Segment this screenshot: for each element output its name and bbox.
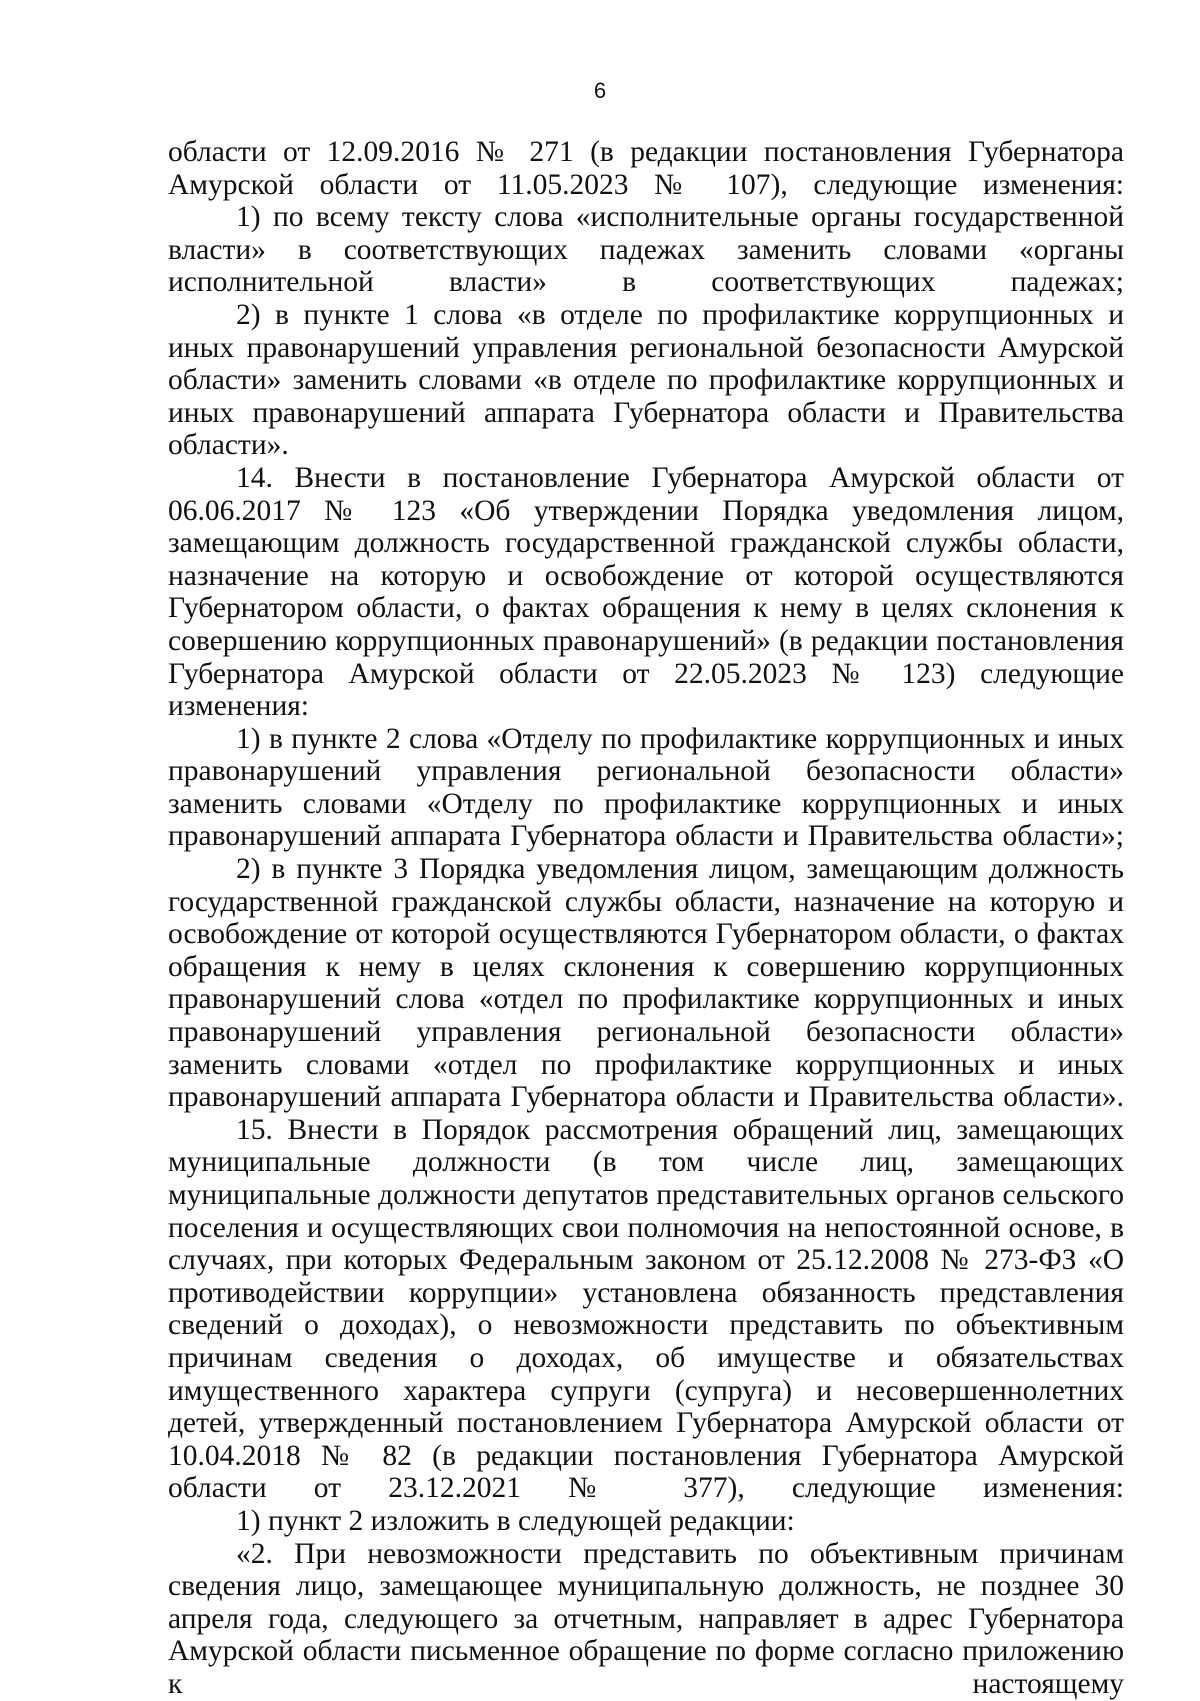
document-body <box>168 136 1124 1701</box>
text-line: заменить словами «в отделе по профилактике коррупционных и иных <box>168 364 1124 429</box>
text-line: Губернатором области, о фактах обращения к нему в целях склонения к <box>168 592 1124 625</box>
text-line: 14. Внести в постановление Губернатора Амурской области от <box>236 461 1124 494</box>
text-line: 15. Внести в Порядок рассмотрения обращений лиц, замещающих <box>236 1113 1124 1146</box>
text-line: совершению коррупционных правонарушений» (в редакции постановления <box>168 624 1124 657</box>
text-line: правонарушений слова «отдел по профилактике коррупционных и иных <box>168 983 1124 1016</box>
text-line: области письменное обращение по форме согласно приложению к настоящему <box>168 1635 1124 1700</box>
text-line: власти» в соответствующих падежах заменить словами «органы <box>168 233 1124 266</box>
text-line: должности депутатов представительных органов сельского поселения и <box>168 1179 1124 1244</box>
text-line: сведения лицо, замещающее муниципальную должность, не позднее 30 апреля <box>168 1570 1124 1635</box>
text-line: «2. При невозможности представить по объективным причинам <box>236 1537 1124 1570</box>
paragraph-section-14-item-2 <box>168 853 1124 1114</box>
text-line: года, следующего за отчетным, направляет в адрес Губернатора Амурской <box>168 1602 1125 1668</box>
text-line: области от 12.09.2016 № 271 (в редакции постановления Губернатора <box>168 136 1124 168</box>
text-line: аппарата Губернатора области и Правительства области»; <box>390 820 1124 853</box>
text-line: исполнительной власти» в соответствующих падежах; <box>168 266 1124 299</box>
text-line: и несовершеннолетних детей, утвержденный постановлением Губернатора <box>168 1374 1125 1440</box>
text-line: обращения к нему в целях склонения к совершению коррупционных <box>168 950 1124 983</box>
text-line: замещающим должность государственной гражданской службы области, <box>168 527 1124 560</box>
text-line: которых Федеральным законом от 25.12.2008 № 273-ФЗ «О противодействии <box>168 1244 1125 1309</box>
text-line: 2) в пункте 3 Порядка уведомления лицом, замещающим должность <box>236 853 1124 886</box>
text-line: 1) по всему тексту слова «исполнительные органы государственной <box>236 201 1124 234</box>
text-line: муниципальные должности (в том числе лиц, замещающих муниципальные <box>168 1146 1124 1211</box>
paragraph-item-2-point-1 <box>168 299 1124 462</box>
text-line: словами «отдел по профилактике коррупционных и иных правонарушений <box>168 1048 1125 1114</box>
text-line: осуществляющих свои полномочия на непостоянной основе, в случаях, при <box>168 1211 1125 1277</box>
text-line: об имуществе и обязательствах имущественного характера супруги (супруга) <box>168 1341 1125 1407</box>
text-line: 1) пункт 2 изложить в следующей редакции: <box>236 1504 795 1537</box>
paragraph-continuation-decree-271 <box>168 136 1124 201</box>
text-line: Амурской области от 11.05.2023 № 107), следующие изменения: <box>168 168 1124 201</box>
text-line: коррупции» установлена обязанность представления сведений о доходах), о <box>168 1276 1124 1342</box>
text-line: Амурской области от 10.04.2018 № 82 (в редакции постановления Губернатора <box>168 1407 1124 1472</box>
text-line: невозможности представить по объективным причинам сведения о доходах, <box>168 1309 1125 1374</box>
text-line: государственной гражданской службы области, назначение на которую и <box>168 885 1124 918</box>
text-line: правонарушений аппарата Губернатора области и Правительства области». <box>168 396 1124 462</box>
text-line: 2) в пункте 1 слова «в отделе по профилактике коррупционных и иных <box>168 298 1124 364</box>
text-line: правонарушений управления региональной безопасности области» заменить <box>168 755 1124 820</box>
paragraph-item-1-replace-executive-bodies <box>168 201 1124 299</box>
paragraph-section-14 <box>168 462 1124 723</box>
text-line: назначение на которую и освобождение от которой осуществляются <box>168 559 1124 592</box>
text-line: Амурской области от 23.12.2021 № 377), следующие изменения: <box>168 1439 1124 1505</box>
page-number: 6 <box>593 78 607 103</box>
text-line: 1) в пункте 2 слова «Отделу по профилактике коррупционных и иных <box>236 722 1124 755</box>
text-line: аппарата Губернатора области и Правительства области». <box>390 1081 1125 1114</box>
paragraph-section-15 <box>168 1114 1124 1505</box>
paragraph-section-14-item-1 <box>168 723 1124 853</box>
paragraph-section-15-item-1 <box>168 1505 1124 1538</box>
text-line: 06.06.2017 № 123 «Об утверждении Порядка уведомления лицом, <box>168 494 1124 527</box>
text-line: Губернатора Амурской области от 22.05.2023 № 123) следующие изменения: <box>168 657 1124 723</box>
text-line: освобождение от которой осуществляются Губернатором области, о фактах <box>168 918 1124 951</box>
paragraph-new-point-2 <box>168 1538 1124 1701</box>
text-line: правонарушений управления региональной безопасности Амурской области» <box>168 331 1125 397</box>
text-line: правонарушений управления региональной безопасности области» заменить <box>168 1016 1124 1081</box>
text-line: словами «Отделу по профилактике коррупционных и иных правонарушений <box>168 787 1124 853</box>
